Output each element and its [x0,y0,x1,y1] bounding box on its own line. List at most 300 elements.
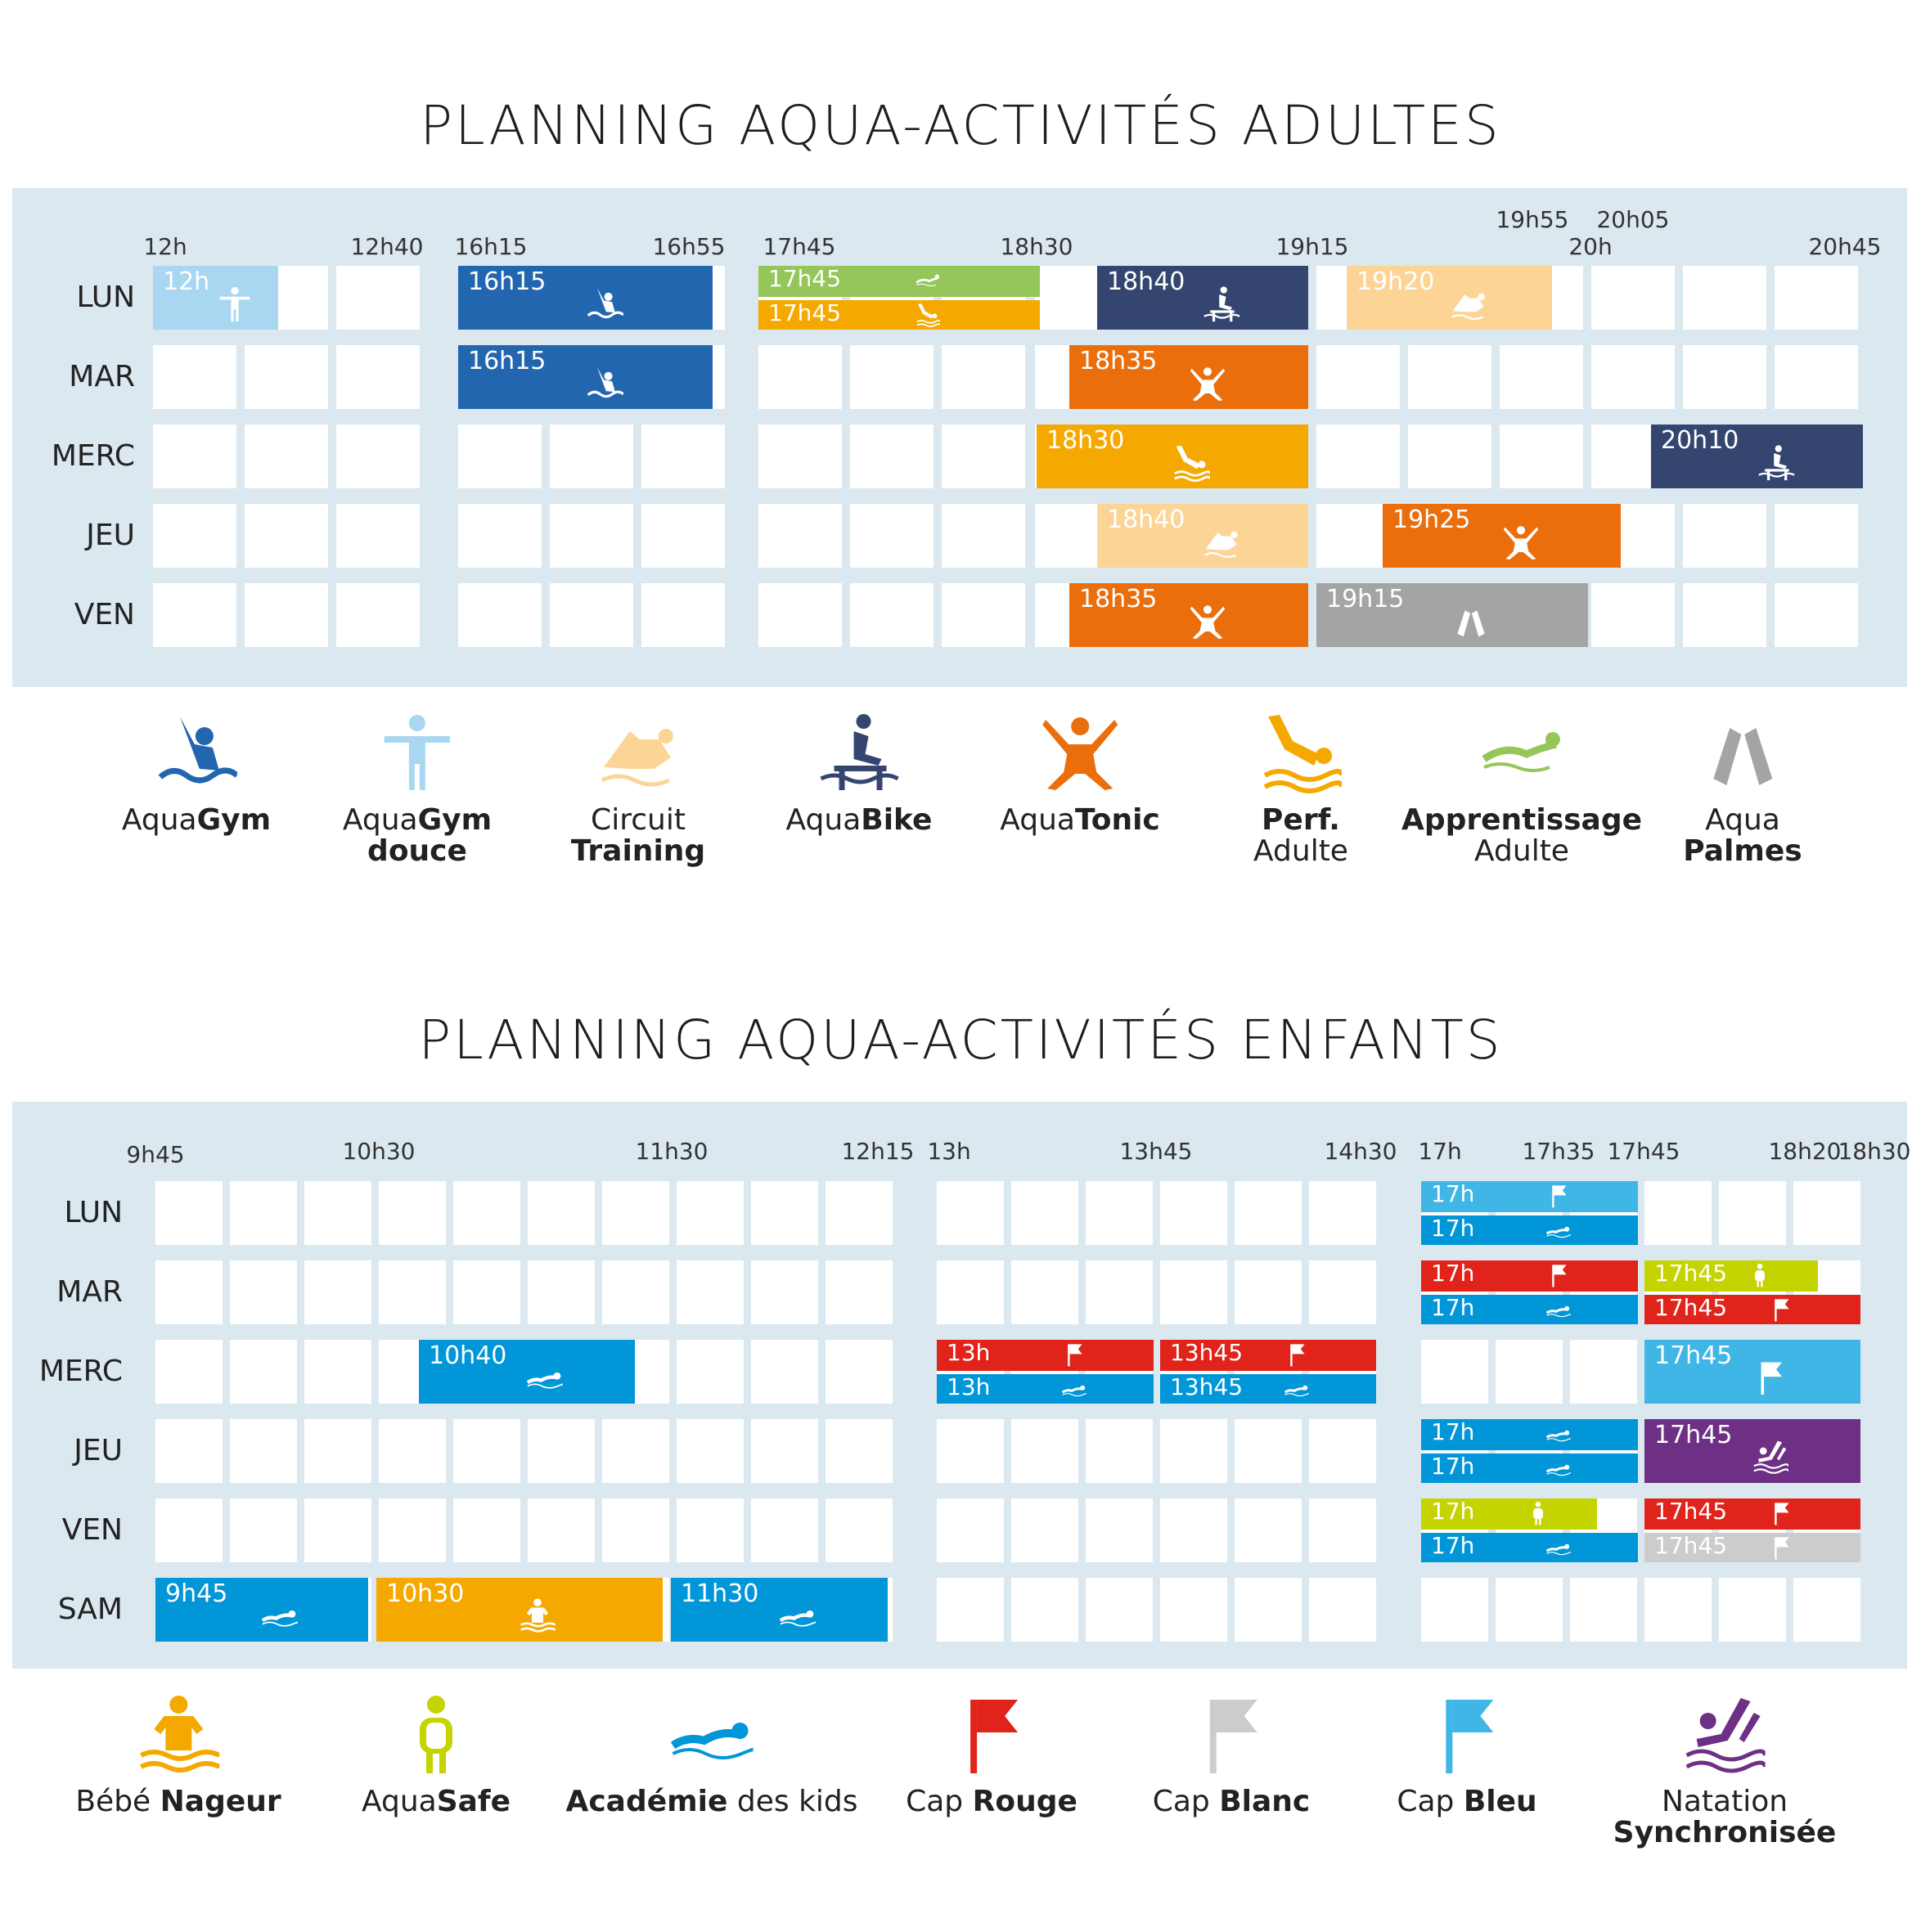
session-circuit-training[interactable] [1097,504,1308,568]
legend-text-bold: Bleu [1463,1785,1537,1818]
adults-title: PLANNING AQUA-ACTIVITÉS ADULTES [420,94,1501,157]
legend-text: Cap [1152,1785,1220,1818]
session-academie[interactable] [937,1374,1154,1404]
adults-schedule-panel [12,188,1907,687]
legend-text-bold: Bike [861,803,933,837]
session-time: 18h35 [1079,585,1158,613]
academie-icon [780,1597,816,1638]
time-label: 18h30 [1838,1138,1911,1165]
legend-text: Natation [1661,1785,1788,1818]
grid-cell [453,1498,520,1562]
grid-cell [1316,425,1400,488]
academie-icon [1284,1377,1309,1404]
session-aquatonic[interactable] [1069,583,1308,647]
legend-aquagym-douce [343,712,492,867]
session-time: 9h45 [165,1579,228,1608]
grid-cell [1591,345,1675,409]
time-label: 12h40 [350,233,424,260]
session-perf-adulte[interactable] [758,300,1040,330]
legend-text-bold: Apprentissage [1401,803,1643,837]
session-academie[interactable] [1421,1453,1638,1483]
grid-cell [641,504,725,568]
session-time: 13h45 [1170,1340,1244,1366]
session-academie[interactable] [671,1578,888,1642]
session-cap-bleu[interactable] [1644,1340,1860,1404]
academie-icon [1546,1456,1571,1483]
aquasafe-icon [1748,1263,1772,1292]
grid-cell [1086,1419,1153,1483]
aquagym-icon [586,365,623,407]
session-apprentissage-adulte[interactable] [758,266,1040,297]
session-time: 18h40 [1107,505,1185,534]
grid-cell [550,583,633,647]
legend-text-bold: douce [367,834,467,868]
legend-text: Bébé [75,1785,160,1818]
academie-icon [1546,1297,1571,1324]
time-label: 16h15 [454,233,528,260]
session-time: 18h35 [1079,347,1158,375]
grid-cell [550,504,633,568]
legend-bebe-nageur [75,1693,281,1817]
grid-cell [336,425,420,488]
grid-cell [677,1419,744,1483]
legend-aquagym [122,712,271,836]
legend-text-bold: Safe [436,1785,511,1818]
legend-cap-bleu [1397,1693,1536,1817]
grid-cell [1644,1578,1712,1642]
grid-cell [528,1498,595,1562]
grid-cell [758,583,842,647]
grid-cell [677,1498,744,1562]
day-label-jeu: JEU [74,1434,123,1467]
session-time: 10h30 [386,1579,465,1608]
day-label-ven: VEN [74,598,135,631]
session-time: 16h15 [468,347,547,375]
grid-cell [1683,266,1766,330]
session-time: 17h [1431,1260,1475,1287]
grid-cell [458,583,542,647]
session-time: 18h30 [1046,426,1125,455]
grid-cell [458,504,542,568]
grid-cell [528,1419,595,1483]
legend-text: Adulte [1474,834,1569,868]
legend-label-line1 [75,1786,281,1817]
aquasafe-icon [362,1693,511,1778]
grid-cell [1719,1181,1786,1245]
session-time: 16h15 [468,267,547,296]
legend-text: Circuit [591,803,686,837]
grid-cell [1644,1181,1712,1245]
day-label-merc: MERC [51,439,135,473]
grid-cell [1408,345,1491,409]
academie-icon [565,1693,857,1778]
legend-label-line1 [122,805,271,836]
grid-cell [641,583,725,647]
session-time: 19h25 [1392,505,1471,534]
cap-rouge-icon [1769,1297,1793,1324]
grid-cell [1011,1419,1078,1483]
aquasafe-icon [1526,1501,1550,1530]
time-label: 18h20 [1768,1138,1842,1165]
legend-apprentissage-adulte [1401,712,1642,867]
grid-cell [942,345,1025,409]
cap-rouge-icon [906,1693,1077,1778]
aquabike-icon [1757,444,1795,487]
grid-cell [1235,1260,1302,1324]
grid-cell [942,583,1025,647]
legend-label-line2 [1401,836,1642,867]
legend-text-bold: Académie [565,1785,728,1818]
grid-cell [379,1419,446,1483]
grid-cell [304,1419,371,1483]
session-time: 17h [1431,1453,1475,1480]
grid-cell [245,345,328,409]
grid-cell [1421,1340,1488,1404]
time-label: 12h15 [841,1138,915,1165]
session-time: 17h45 [1654,1498,1728,1525]
legend-text-bold: Rouge [972,1785,1077,1818]
legend-text-bold: Perf. [1262,803,1340,837]
session-time: 18h40 [1107,267,1185,296]
cap-blanc-icon [1769,1535,1793,1562]
session-academie[interactable] [1421,1295,1638,1324]
legend-aqua-palmes [1683,712,1802,867]
grid-cell [245,504,328,568]
grid-cell [677,1181,744,1245]
grid-cell [453,1419,520,1483]
legend-label-line1 [1253,805,1348,836]
legend-aquabike [786,712,933,836]
session-academie[interactable] [1160,1374,1376,1404]
session-aquagym-douce[interactable] [153,266,278,330]
grid-cell [304,1498,371,1562]
legend-label-line2 [571,836,705,867]
grid-cell [304,1340,371,1404]
grid-cell [602,1419,669,1483]
legend-label-line1 [1397,1786,1536,1817]
natation-synchro-icon [1613,1693,1837,1778]
day-label-merc: MERC [38,1355,123,1388]
grid-cell [1793,1181,1860,1245]
legend-label-line1 [1613,1786,1837,1817]
grid-cell [751,1260,818,1324]
grid-cell [1591,583,1675,647]
cap-rouge-icon [1284,1342,1309,1371]
children-schedule-panel [12,1102,1911,1669]
cap-bleu-icon [1752,1359,1788,1400]
legend-text-bold: Palmes [1683,834,1802,868]
session-time: 20h10 [1661,426,1739,455]
day-label-mar: MAR [69,360,135,393]
academie-icon [527,1359,563,1400]
aquatonic-icon [1502,523,1540,566]
grid-cell [850,504,934,568]
academie-icon [1062,1377,1086,1404]
session-time: 17h45 [1654,1295,1728,1321]
legend-text: Aqua [785,803,862,837]
legend-natation-synchro [1613,1693,1837,1849]
grid-cell [1775,266,1858,330]
grid-cell [1775,583,1858,647]
grid-cell [458,425,542,488]
grid-cell [1421,1578,1488,1642]
grid-cell [758,504,842,568]
legend-text-bold: Blanc [1219,1785,1311,1818]
session-cap-rouge[interactable] [1644,1295,1860,1324]
legend-label-line1 [1153,1786,1311,1817]
grid-cell [230,1260,297,1324]
grid-cell [1500,345,1583,409]
grid-cell [826,1419,893,1483]
grid-cell [155,1498,223,1562]
day-label-sam: SAM [57,1593,123,1626]
grid-cell [379,1260,446,1324]
grid-cell [230,1419,297,1483]
session-cap-bleu[interactable] [1421,1181,1638,1212]
grid-cell [751,1181,818,1245]
time-label: 16h55 [652,233,726,260]
grid-cell [153,345,236,409]
session-academie[interactable] [1421,1419,1638,1450]
grid-cell [336,504,420,568]
legend-label-line1 [906,1786,1077,1817]
grid-cell [1309,1260,1376,1324]
perf-adulte-icon [1172,444,1210,487]
grid-cell [1086,1578,1153,1642]
grid-cell [602,1498,669,1562]
session-aquabike[interactable] [1651,425,1863,488]
grid-cell [1309,1498,1376,1562]
time-label: 18h30 [1000,233,1073,260]
legend-perf-adulte [1253,712,1348,867]
grid-cell [1160,1419,1227,1483]
grid-cell [230,1340,297,1404]
grid-cell [550,425,633,488]
grid-cell [677,1260,744,1324]
grid-cell [153,504,236,568]
session-time: 17h [1431,1419,1475,1445]
legend-label-line2 [1613,1817,1837,1849]
legend-label-line2 [1253,836,1348,867]
session-time: 19h15 [1326,585,1405,613]
session-aquasafe[interactable] [1421,1498,1597,1530]
grid-cell [826,1340,893,1404]
legend-aquasafe [362,1693,511,1817]
grid-cell [1309,1181,1376,1245]
aqua-palmes-icon [1452,603,1490,645]
grid-cell [1500,425,1583,488]
grid-cell [942,425,1025,488]
legend-label-line1 [1401,805,1642,836]
session-aqua-palmes[interactable] [1316,583,1588,647]
session-aquasafe[interactable] [1644,1260,1818,1292]
grid-cell [1316,345,1400,409]
legend-cap-rouge [906,1693,1077,1817]
time-label: 17h45 [1607,1138,1680,1165]
legend-text: des kids [727,1785,858,1818]
aquatonic-icon [1189,603,1226,645]
legend-label-line2 [343,836,492,867]
grid-cell [528,1181,595,1245]
session-cap-rouge[interactable] [937,1340,1154,1371]
legend-aquatonic [1000,712,1160,836]
session-cap-rouge[interactable] [1421,1260,1638,1292]
grid-cell [1408,425,1491,488]
grid-cell [1160,1498,1227,1562]
grid-cell [937,1419,1004,1483]
circuit-training-icon [1203,523,1240,566]
grid-cell [677,1340,744,1404]
grid-cell [528,1260,595,1324]
session-time: 17h45 [1654,1421,1733,1449]
grid-cell [641,425,725,488]
session-aquagym[interactable] [458,266,713,330]
session-cap-rouge[interactable] [1160,1340,1376,1371]
session-cap-rouge[interactable] [1644,1498,1860,1530]
grid-cell [1086,1181,1153,1245]
session-time: 12h [163,267,210,296]
grid-cell [153,583,236,647]
natation-synchro-icon [1752,1439,1788,1480]
grid-cell [1011,1498,1078,1562]
grid-cell [602,1260,669,1324]
legend-label-line1 [362,1786,511,1817]
cap-blanc-icon [1153,1693,1311,1778]
circuit-training-icon [1450,285,1487,328]
legend-text-bold: Nageur [160,1785,281,1818]
time-label: 17h35 [1522,1138,1595,1165]
perf-adulte-icon [916,303,940,330]
time-label: 17h [1418,1138,1462,1165]
grid-cell [937,1260,1004,1324]
legend-label-line2 [1683,836,1802,867]
bebe-nageur-icon [75,1693,281,1778]
day-label-mar: MAR [56,1275,123,1309]
aquagym-icon [586,285,623,328]
grid-cell [850,583,934,647]
grid-cell [937,1498,1004,1562]
grid-cell [1496,1578,1563,1642]
legend-circuit-training [571,712,705,867]
grid-cell [850,345,934,409]
grid-cell [758,345,842,409]
session-academie[interactable] [155,1578,368,1642]
grid-cell [230,1181,297,1245]
academie-icon [1546,1535,1571,1562]
grid-cell [1011,1578,1078,1642]
session-natation-synchro[interactable] [1644,1419,1860,1483]
grid-cell [1683,583,1766,647]
legend-text-bold: Gym [196,803,272,837]
session-time: 11h30 [681,1579,759,1608]
grid-cell [1591,266,1675,330]
grid-cell [153,425,236,488]
time-label: 13h45 [1119,1138,1193,1165]
aquabike-icon [1203,285,1240,328]
bebe-nageur-icon [520,1597,556,1638]
grid-cell [1086,1498,1153,1562]
children-title: PLANNING AQUA-ACTIVITÉS ENFANTS [418,1009,1503,1072]
time-label: 10h30 [342,1138,416,1165]
legend-cap-blanc [1153,1693,1311,1817]
cap-rouge-icon [1062,1342,1086,1371]
apprentissage-adulte-icon [1401,712,1642,797]
day-label-lun: LUN [64,1196,123,1229]
session-time: 19h20 [1356,267,1435,296]
session-time: 17h [1431,1295,1475,1321]
session-circuit-training[interactable] [1347,266,1552,330]
session-academie[interactable] [1421,1215,1638,1245]
day-label-jeu: JEU [86,519,135,552]
legend-academie [565,1693,857,1817]
grid-cell [336,345,420,409]
grid-cell [1793,1578,1860,1642]
grid-cell [379,1498,446,1562]
grid-cell [155,1181,223,1245]
grid-cell [155,1340,223,1404]
session-time: 13h [947,1340,991,1366]
session-bebe-nageur[interactable] [376,1578,663,1642]
cap-bleu-icon [1397,1693,1536,1778]
grid-cell [1775,345,1858,409]
session-aquatonic[interactable] [1069,345,1308,409]
grid-cell [1011,1260,1078,1324]
grid-cell [453,1260,520,1324]
legend-text: Cap [906,1785,973,1818]
session-time: 17h45 [1654,1341,1733,1370]
session-time: 17h45 [1654,1260,1728,1287]
grid-cell [304,1181,371,1245]
grid-cell [1160,1181,1227,1245]
session-cap-blanc[interactable] [1644,1533,1860,1562]
time-label: 19h15 [1275,233,1349,260]
legend-label-line1 [571,805,705,836]
session-time: 13h [947,1374,991,1400]
session-aquagym[interactable] [458,345,713,409]
day-label-ven: VEN [61,1513,123,1547]
time-label: 9h45 [126,1141,185,1168]
grid-cell [245,425,328,488]
grid-cell [1775,504,1858,568]
aquatonic-icon [1189,365,1226,407]
grid-cell [1235,1578,1302,1642]
session-aquabike[interactable] [1097,266,1308,330]
grid-cell [1683,345,1766,409]
legend-text: Adulte [1253,834,1348,868]
time-label: 14h30 [1324,1138,1397,1165]
session-academie[interactable] [419,1340,635,1404]
legend-label-line1 [1000,805,1160,836]
academie-icon [1546,1422,1571,1450]
session-aquatonic[interactable] [1383,504,1621,568]
session-academie[interactable] [1421,1533,1638,1562]
session-time: 17h [1431,1181,1475,1207]
grid-cell [155,1260,223,1324]
academie-icon [1546,1218,1571,1245]
cap-rouge-icon [1769,1501,1793,1530]
aquatonic-icon [1000,712,1160,797]
grid-cell [1235,1419,1302,1483]
grid-cell [1160,1578,1227,1642]
grid-cell [304,1260,371,1324]
time-label: 17h45 [763,233,836,260]
day-label-lun: LUN [76,281,135,314]
legend-text: Aqua [342,803,418,837]
session-perf-adulte[interactable] [1037,425,1308,488]
legend-label-line1 [1683,805,1802,836]
aqua-palmes-icon [1683,712,1802,797]
legend-text-bold: Training [570,834,706,868]
